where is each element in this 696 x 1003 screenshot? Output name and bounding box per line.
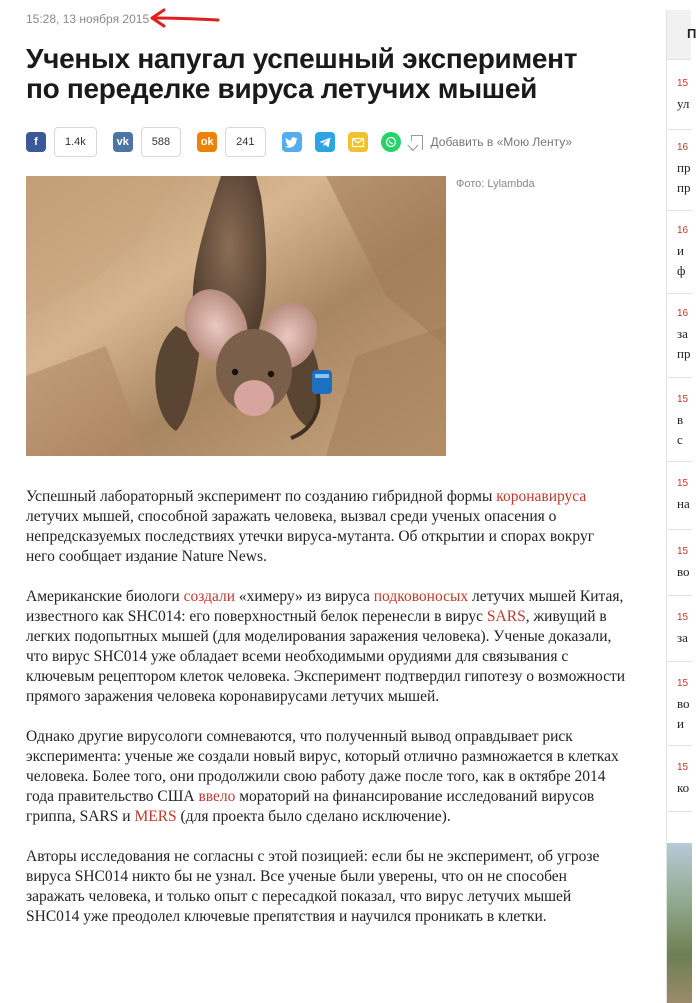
sidebar-item-title: пр bbox=[677, 346, 691, 361]
article-headline bbox=[26, 44, 651, 104]
paragraph-1: Успешный лабораторный эксперимент по созданию гибридной формы коронавируса летучих мышей, способной заражать человека, вызвал среди ученых опасения о непредсказуемых последствиях утечки вируса-мутанта. Об открытии и спорах вокруг него сообщает издание Nature News. bbox=[26, 488, 595, 565]
vk-share-count: 588 bbox=[141, 127, 181, 157]
sidebar-item-title: за bbox=[677, 326, 688, 341]
headline-line-2: по переделке вируса летучих мышей bbox=[26, 73, 538, 104]
article-body bbox=[26, 487, 626, 947]
link-horseshoe[interactable]: подковоносых bbox=[373, 588, 469, 605]
sidebar-news-item[interactable] bbox=[667, 378, 692, 462]
sidebar-item-title: пр bbox=[677, 160, 691, 175]
sidebar-news-item[interactable] bbox=[667, 130, 692, 211]
sidebar-item-time: 15 bbox=[677, 478, 689, 489]
vk-share-button[interactable] bbox=[113, 132, 133, 152]
paragraph-2: Американские биологи создали «химеру» из вируса подковоносых летучих мышей Китая, известного как SHC014: его поверхностный белок перенесли в вирус SARS, живущий в легких подопытных мышей (для моделирования заражения человека). Ученые доказали, что вирус SHC014 уже обладает всеми необходимыми орудиями для связывания с ключевым рецептором клеток человека. Эксперимент подтвердил гипотезу о возможности прямого заражения человека коронавирусами летучих мышей. bbox=[26, 588, 626, 705]
sidebar-item-title: пр bbox=[677, 180, 691, 195]
sidebar-promo-image[interactable] bbox=[667, 843, 692, 1003]
link-introduced[interactable]: ввело bbox=[198, 788, 236, 805]
red-arrow-annotation bbox=[148, 6, 220, 30]
sidebar-item-title: во bbox=[677, 696, 690, 711]
sidebar-item-title: на bbox=[677, 496, 690, 511]
sidebar-item-title: ф bbox=[677, 263, 686, 278]
sidebar-news-item[interactable] bbox=[667, 530, 692, 596]
sidebar-item-time: 15 bbox=[677, 78, 689, 89]
odnoklassniki-icon: ok bbox=[200, 136, 214, 148]
facebook-share-button[interactable] bbox=[26, 132, 46, 152]
sidebar-item-title: ко bbox=[677, 780, 690, 795]
bookmark-icon[interactable] bbox=[411, 135, 423, 150]
link-created[interactable]: создали bbox=[183, 588, 236, 605]
sidebar-item-time: 15 bbox=[677, 762, 689, 773]
add-to-my-feed-link[interactable]: Добавить в «Мою Ленту» bbox=[430, 135, 573, 149]
sidebar-item-time: 16 bbox=[677, 308, 689, 319]
twitter-icon bbox=[285, 137, 298, 148]
facebook-icon: f bbox=[34, 136, 38, 148]
sidebar-item-title: во bbox=[677, 564, 690, 579]
email-share-button[interactable] bbox=[348, 132, 368, 152]
sidebar-item-time: 15 bbox=[677, 394, 689, 405]
whatsapp-icon bbox=[385, 136, 397, 148]
sidebar-news-item[interactable] bbox=[667, 211, 692, 294]
odnoklassniki-share-count: 241 bbox=[225, 127, 265, 157]
vk-icon: vk bbox=[116, 136, 129, 148]
article-photo bbox=[26, 176, 446, 456]
sidebar-item-title: в bbox=[677, 412, 684, 427]
twitter-share-button[interactable] bbox=[282, 132, 302, 152]
sidebar-item-time: 16 bbox=[677, 142, 689, 153]
sidebar-item-title: ул bbox=[677, 96, 690, 111]
link-coronavirus[interactable]: коронавируса bbox=[496, 488, 587, 505]
facebook-share-count: 1.4k bbox=[54, 127, 97, 157]
sidebar-news-item[interactable] bbox=[667, 60, 692, 130]
sidebar-news-item[interactable] bbox=[667, 662, 692, 746]
sidebar-item-time: 15 bbox=[677, 678, 689, 689]
bat-photo-image bbox=[26, 176, 446, 456]
telegram-icon bbox=[319, 137, 331, 148]
paragraph-3: Однако другие вирусологи сомневаются, что полученный вывод оправдывает риск эксперимента: ученые же создали новый вирус, который отлично размножается в клетках человека. Более того, они продолжили свою работу даже после того, как в октябре 2014 года правительство США ввело мораторий на финансирование исследований вирусов гриппа, SARS и MERS (для проекта было сделано исключение). bbox=[26, 728, 619, 825]
telegram-share-button[interactable] bbox=[315, 132, 335, 152]
mail-icon bbox=[352, 138, 364, 147]
sidebar-item-time: 16 bbox=[677, 225, 689, 236]
sidebar-news-item[interactable] bbox=[667, 462, 692, 530]
sidebar-item-title: с bbox=[677, 432, 683, 447]
publish-date: 15:28, 13 ноября 2015 bbox=[26, 12, 150, 26]
sidebar-item-title: за bbox=[677, 630, 688, 645]
sidebar-news-item[interactable] bbox=[667, 746, 692, 812]
photo-credit: Фото: Lylambda bbox=[456, 178, 535, 190]
sidebar-news-item[interactable] bbox=[667, 596, 692, 662]
sidebar-header: П bbox=[667, 10, 691, 60]
sidebar-item-time: 15 bbox=[677, 612, 689, 623]
news-feed-sidebar bbox=[666, 10, 696, 1003]
sidebar-item-title: и bbox=[677, 243, 684, 258]
link-mers[interactable]: MERS bbox=[134, 808, 177, 825]
paragraph-4: Авторы исследования не согласны с этой позицией: если бы не эксперимент, об угрозе вируса SHC014 никто бы не узнал. Все ученые были уверены, что он не способен заражать человека, и только опыт с пересадкой показал, что вирус летучих мышей SHC014 уже преодолел ключевые препятствия и научился проникать в клетки. bbox=[26, 848, 600, 925]
headline-line-1: Ученых напугал успешный эксперимент bbox=[26, 43, 578, 74]
share-bar bbox=[26, 127, 572, 157]
whatsapp-share-button[interactable] bbox=[381, 132, 401, 152]
sidebar-news-item[interactable] bbox=[667, 294, 692, 378]
link-sars[interactable]: SARS bbox=[486, 608, 526, 625]
sidebar-item-time: 15 bbox=[677, 546, 689, 557]
sidebar-item-title: и bbox=[677, 716, 684, 731]
odnoklassniki-share-button[interactable] bbox=[197, 132, 217, 152]
